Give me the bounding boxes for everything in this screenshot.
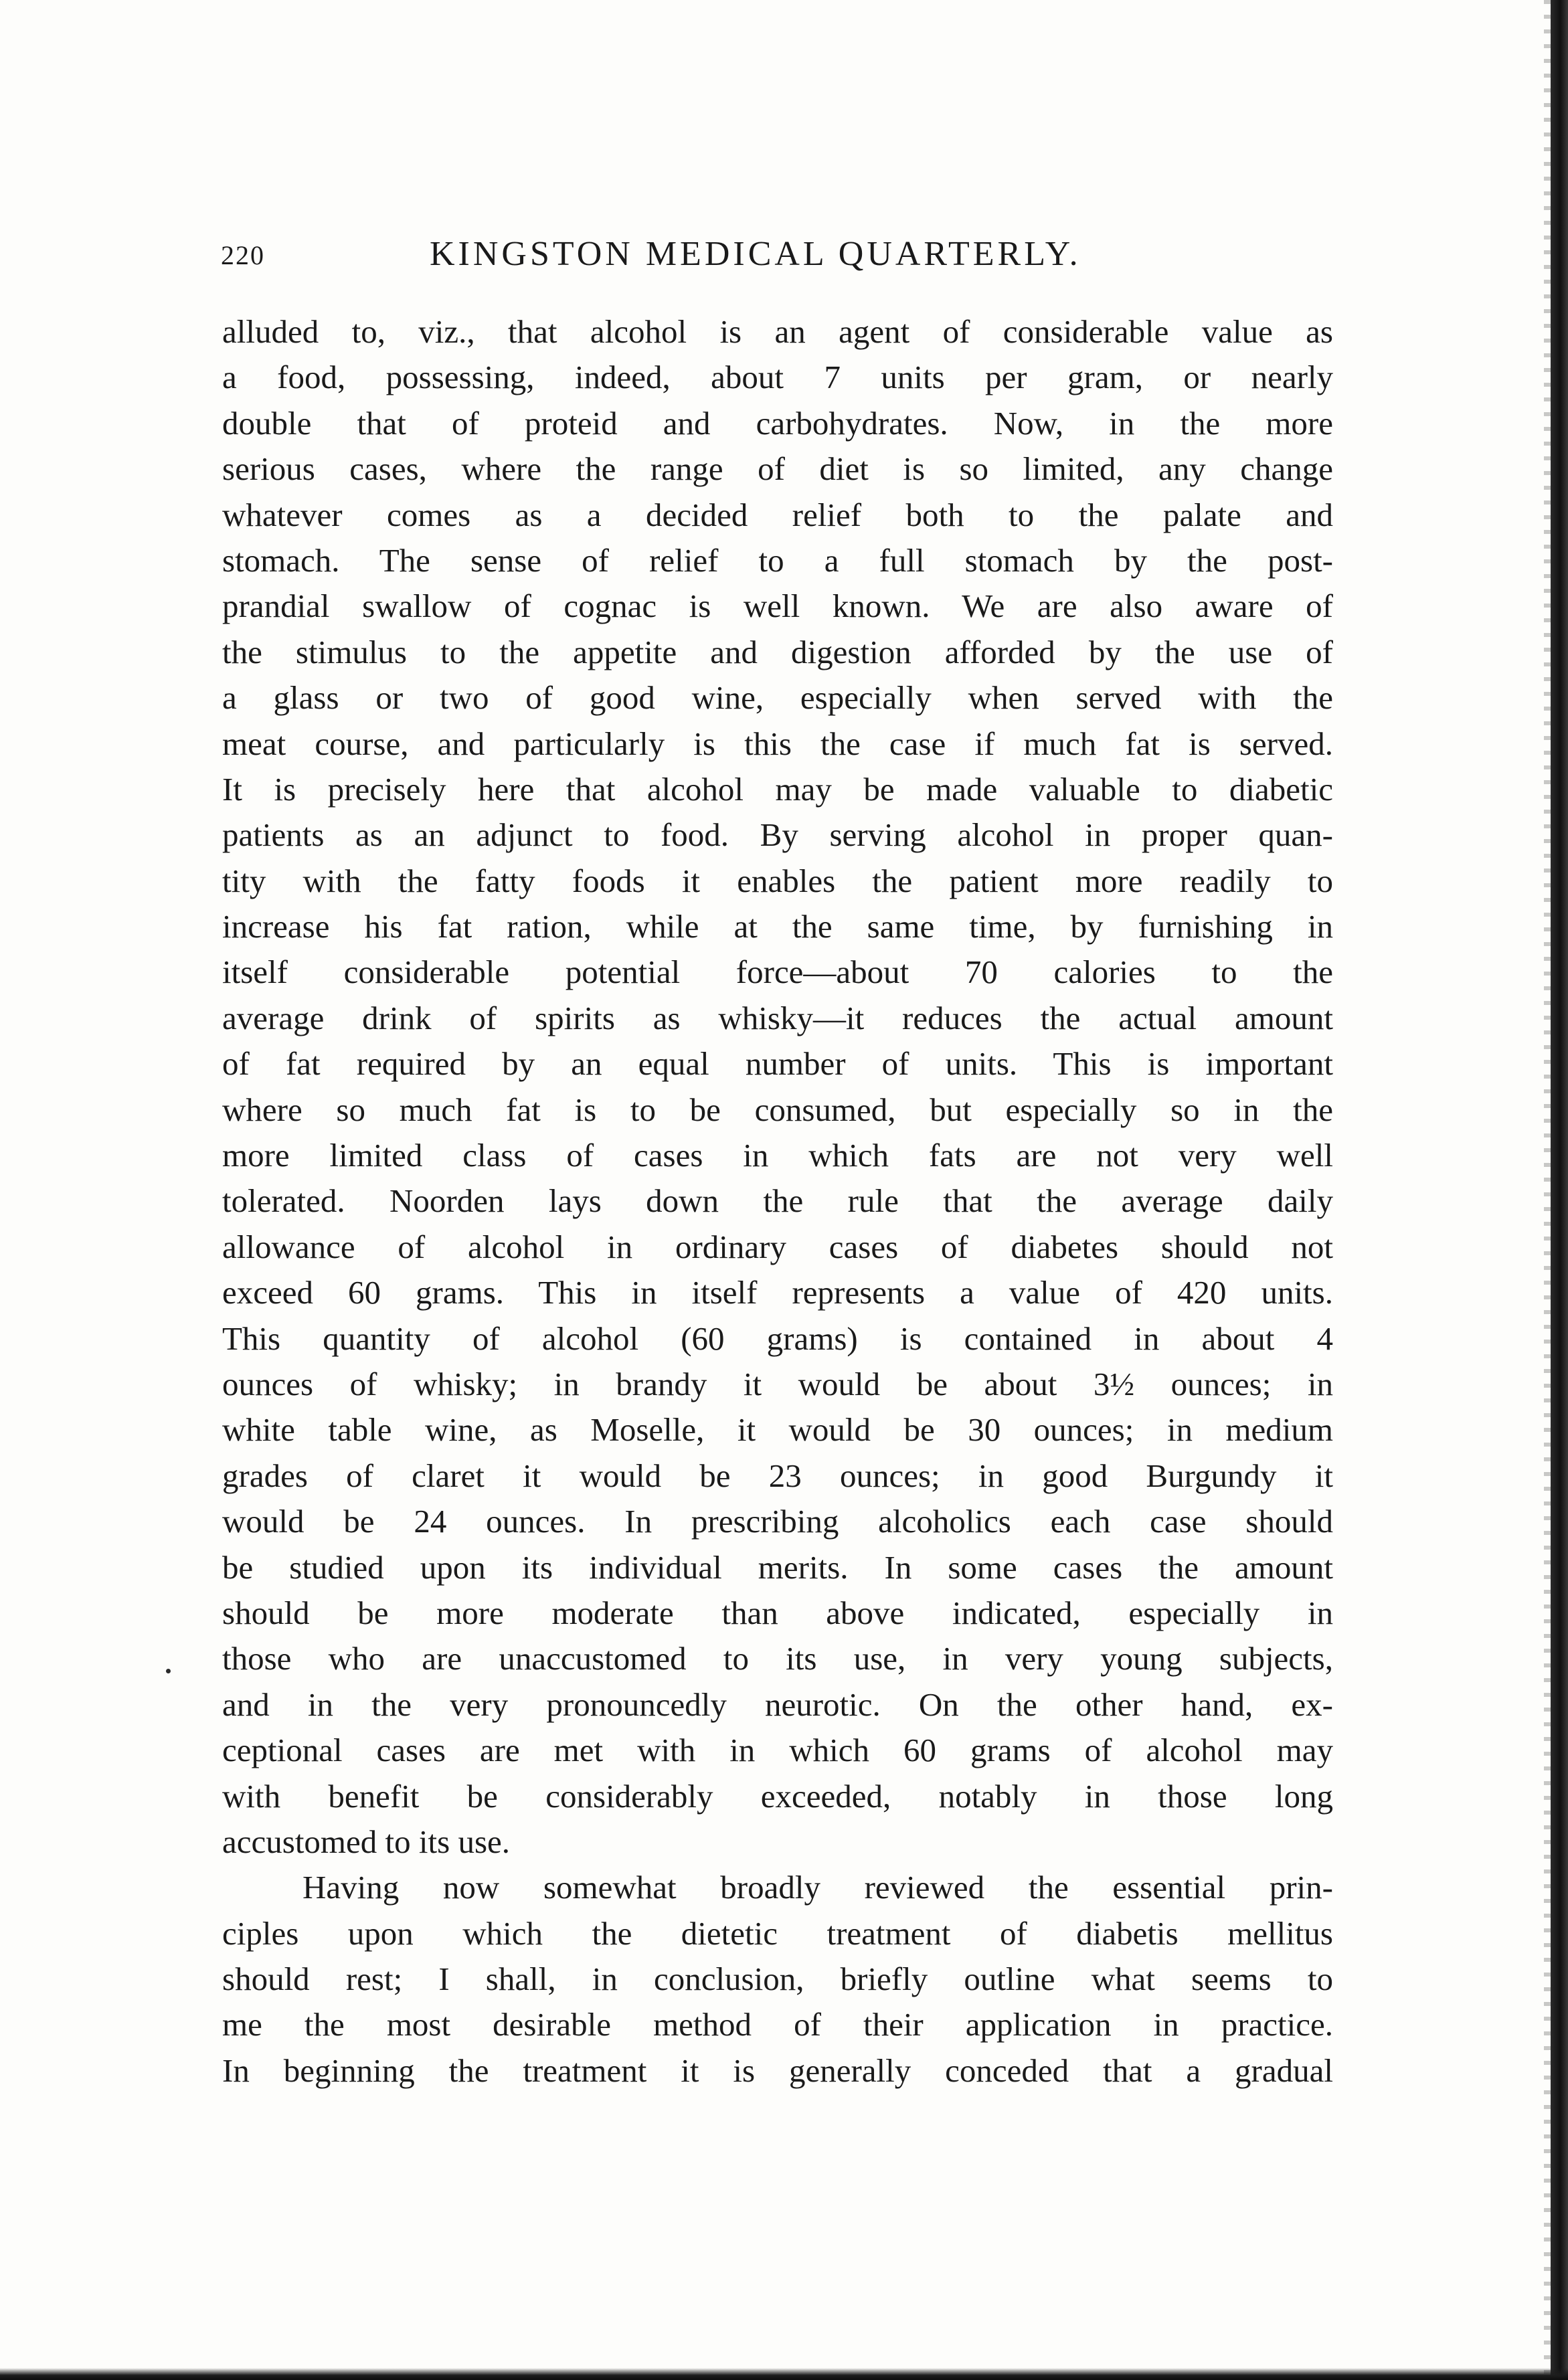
text-line: would be 24 ounces. In prescribing alcoholics each case should xyxy=(222,1503,1333,1540)
text-line: prandial swallow of cognac is well known. We are also aware of xyxy=(222,587,1333,625)
text-line: meat course, and particularly is this the case if much fat is served. xyxy=(222,725,1333,762)
book-spine-edge xyxy=(1551,0,1568,2380)
text-line: alluded to, viz., that alcohol is an agent of considerable value as xyxy=(222,313,1333,350)
text-line: ceptional cases are met with in which 60 grams of alcohol may xyxy=(222,1732,1333,1769)
text-line: of fat required by an equal number of units. This is important xyxy=(222,1045,1333,1083)
text-line: accustomed to its use. xyxy=(222,1823,511,1860)
text-line: It is precisely here that alcohol may be made valuable to diabetic xyxy=(222,770,1333,808)
text-line: should be more moderate than above indicated, especially in xyxy=(222,1594,1333,1631)
text-line: exceed 60 grams. This in itself represents a value of 420 units. xyxy=(222,1274,1333,1311)
text-line: average drink of spirits as whisky—it reduces the actual amount xyxy=(222,999,1333,1036)
text-line: Having now somewhat broadly reviewed the essential prin- xyxy=(302,1869,1333,1906)
text-line: those who are unaccustomed to its use, in very young subjects, xyxy=(222,1640,1333,1677)
text-line: the stimulus to the appetite and digestion afforded by the use of xyxy=(222,633,1333,670)
running-head: KINGSTON MEDICAL QUARTERLY. xyxy=(430,235,1081,273)
body-text xyxy=(222,309,1333,2094)
text-line: whatever comes as a decided relief both to the palate and xyxy=(222,496,1333,533)
ink-speck xyxy=(166,1669,171,1673)
text-line: serious cases, where the range of diet is so limited, any change xyxy=(222,450,1333,488)
page-number: 220 xyxy=(221,240,265,270)
text-line: patients as an adjunct to food. By serving alcohol in proper quan- xyxy=(222,816,1333,854)
paragraph-1 xyxy=(222,309,1333,1865)
text-line: me the most desirable method of their application in practice. xyxy=(222,2006,1333,2043)
text-line: more limited class of cases in which fats are not very well xyxy=(222,1137,1333,1174)
text-line: where so much fat is to be consumed, but especially so in the xyxy=(222,1091,1333,1128)
text-line: with benefit be considerably exceeded, notably in those long xyxy=(222,1777,1333,1815)
text-line: itself considerable potential force—about 70 calories to the xyxy=(222,953,1333,991)
text-line: and in the very pronouncedly neurotic. On the other hand, ex- xyxy=(222,1685,1333,1723)
text-line: This quantity of alcohol (60 grams) is contained in about 4 xyxy=(222,1319,1333,1357)
text-line: ciples upon which the dietetic treatment of diabetis mellitus xyxy=(222,1914,1333,1952)
text-line: increase his fat ration, while at the same time, by furnishing in xyxy=(222,908,1333,945)
text-line: be studied upon its individual merits. In some cases the amount xyxy=(222,1548,1333,1586)
text-line: grades of claret it would be 23 ounces; in good Burgundy it xyxy=(222,1457,1333,1494)
page-edge-shadow xyxy=(1544,0,1551,2380)
page-header xyxy=(221,234,1345,281)
text-line: double that of proteid and carbohydrates. Now, in the more xyxy=(222,404,1333,442)
text-line: stomach. The sense of relief to a full stomach by the post- xyxy=(222,541,1333,579)
text-line: allowance of alcohol in ordinary cases of diabetes should not xyxy=(222,1228,1333,1265)
text-line: tolerated. Noorden lays down the rule that the average daily xyxy=(222,1182,1333,1220)
text-line: should rest; I shall, in conclusion, briefly outline what seems to xyxy=(222,1960,1333,1998)
text-line: In beginning the treatment it is generally conceded that a gradual xyxy=(222,2051,1333,2089)
text-line: white table wine, as Moselle, it would be 30 ounces; in medium xyxy=(222,1411,1333,1449)
text-line: a glass or two of good wine, especially when served with the xyxy=(222,679,1333,717)
text-line: a food, possessing, indeed, about 7 units per gram, or nearly xyxy=(222,359,1333,396)
text-line: tity with the fatty foods it enables the patient more readily to xyxy=(222,862,1333,899)
page-bottom-edge xyxy=(0,2368,1568,2380)
paragraph-2 xyxy=(222,1865,1333,2094)
text-line: ounces of whisky; in brandy it would be about 3½ ounces; in xyxy=(222,1365,1333,1402)
